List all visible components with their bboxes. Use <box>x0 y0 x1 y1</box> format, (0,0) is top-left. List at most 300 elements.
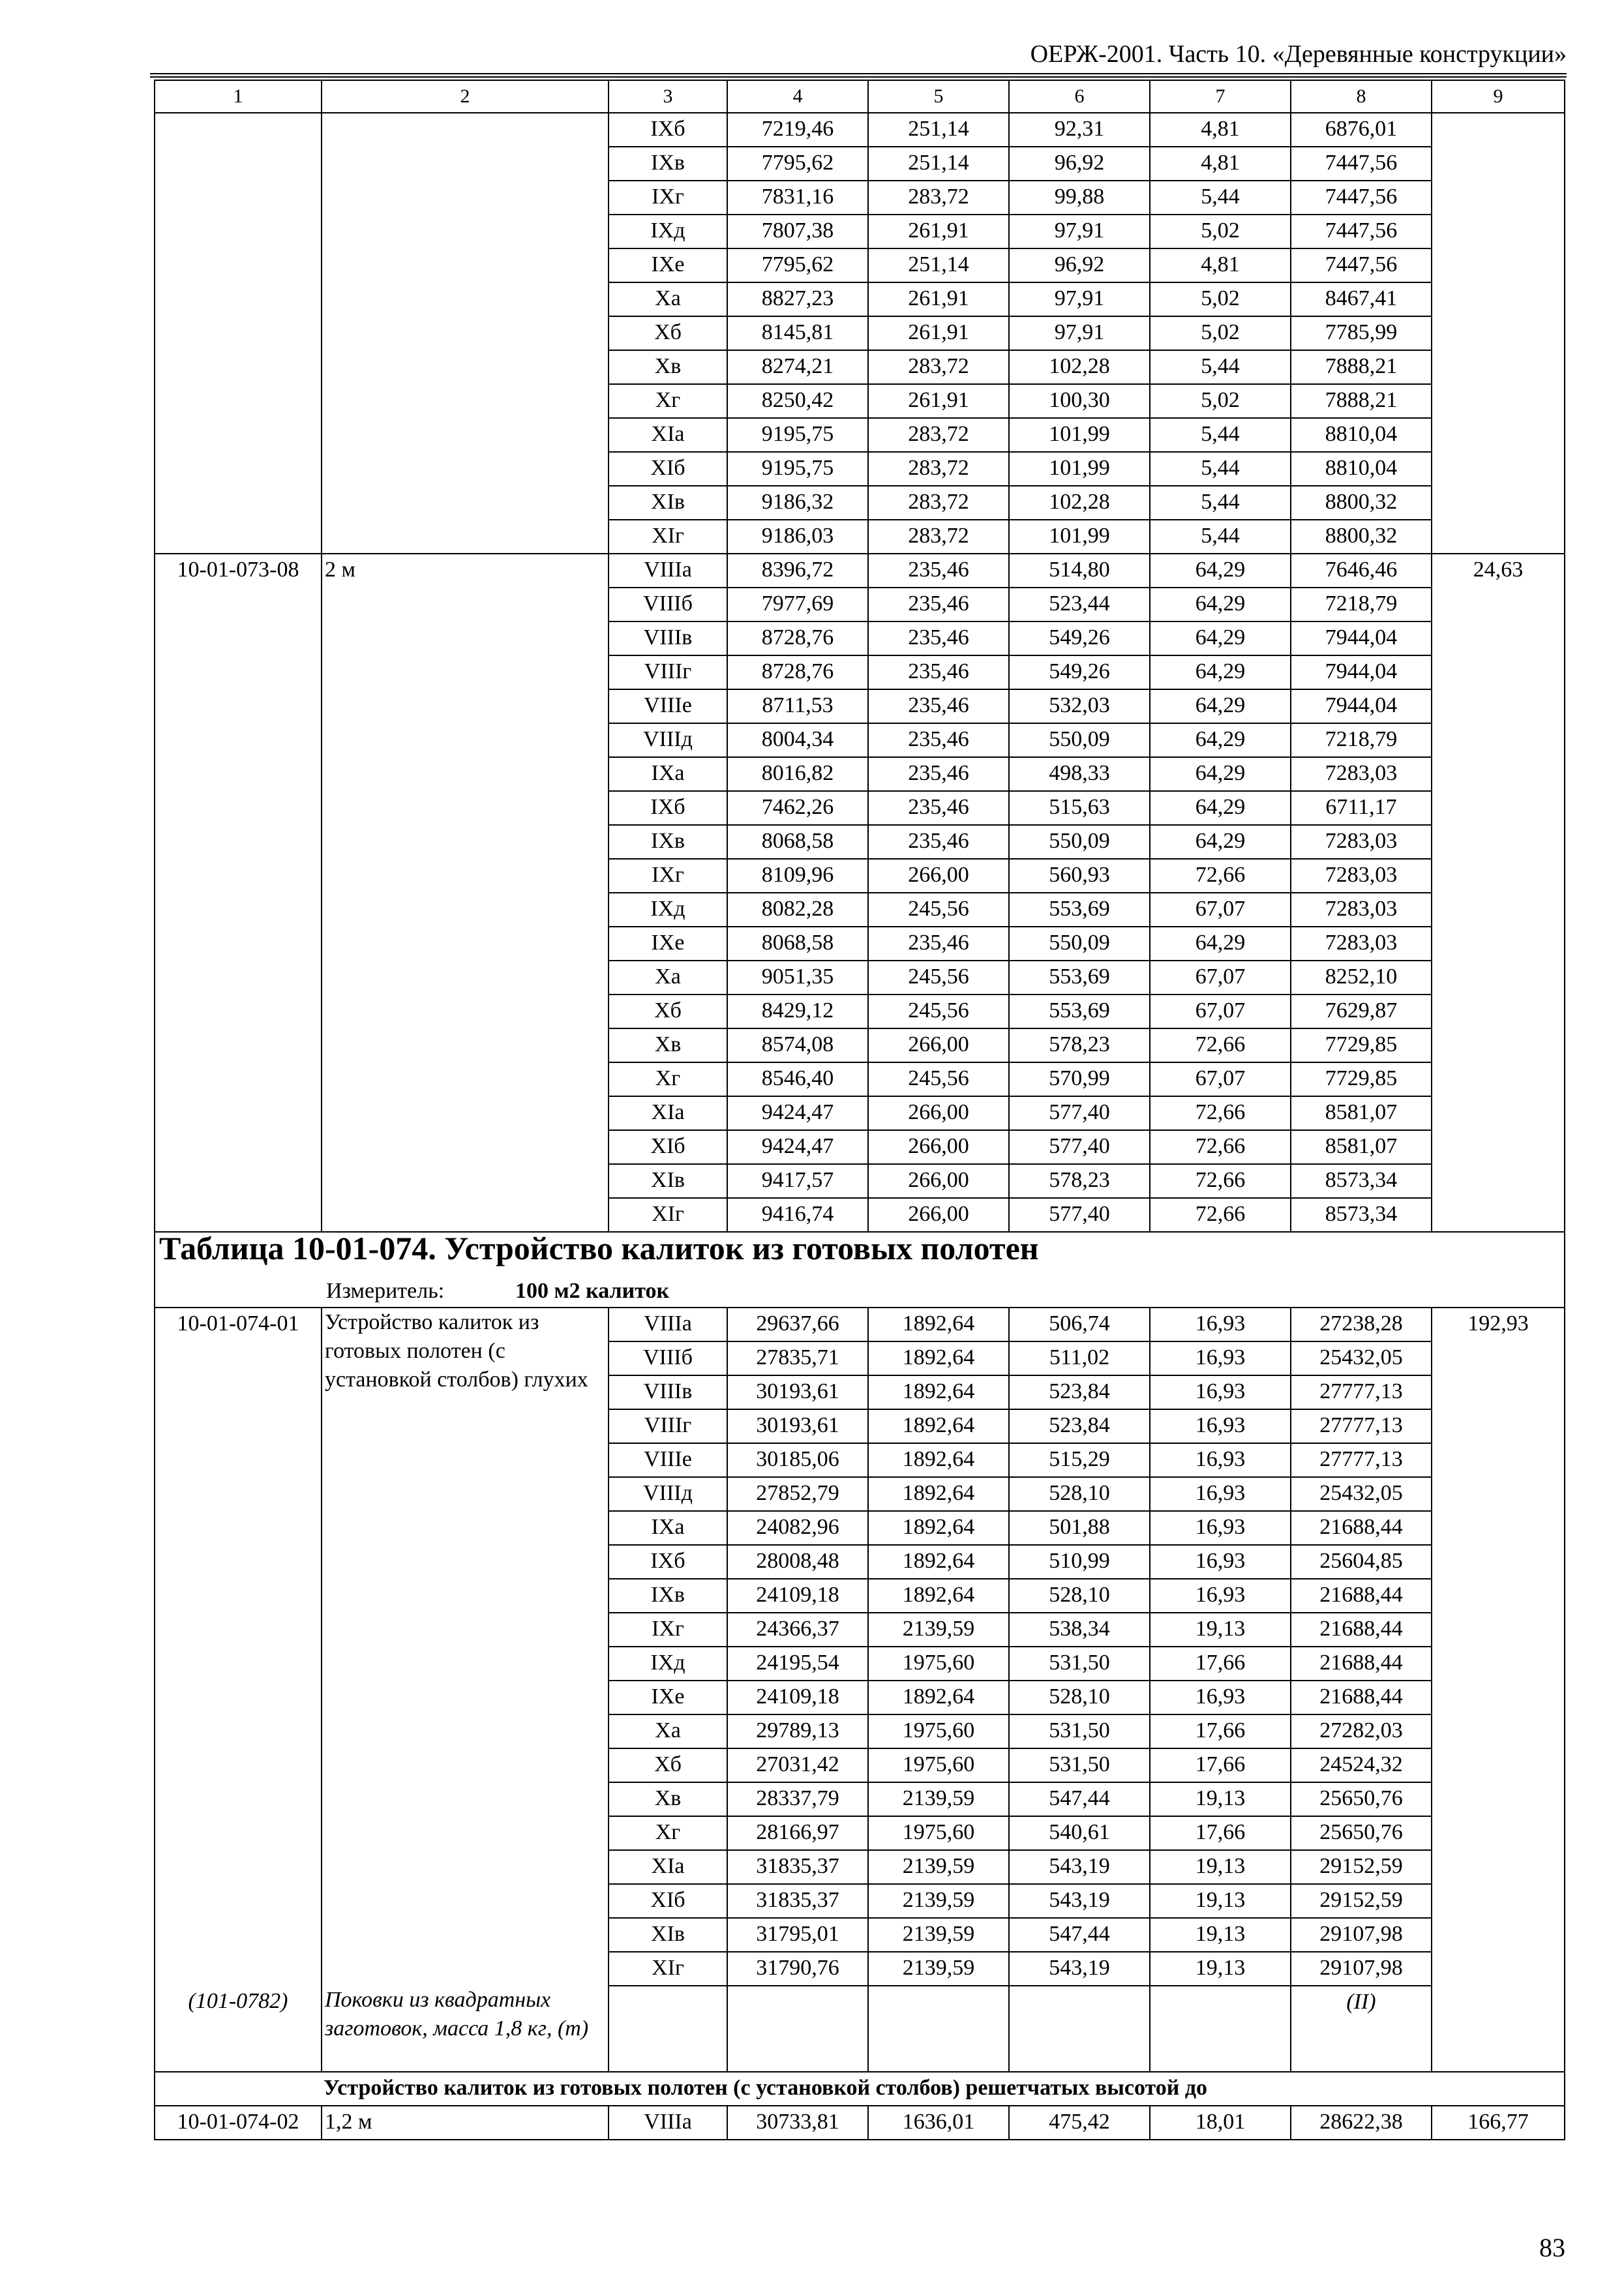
column-number: 4 <box>727 80 868 113</box>
table-title-row <box>155 1232 1565 1276</box>
total-cost: 27835,71 <box>727 1341 868 1375</box>
machinist-wages: 72,66 <box>1150 1028 1291 1062</box>
machinist-wages: 16,93 <box>1150 1477 1291 1511</box>
table-row <box>155 2106 1565 2140</box>
materials-cost: 29152,59 <box>1291 1850 1432 1884</box>
materials-cost: 7944,04 <box>1291 655 1432 689</box>
materials-cost: 7447,56 <box>1291 181 1432 215</box>
materials-cost: 7283,03 <box>1291 893 1432 927</box>
machine-cost: 501,88 <box>1009 1511 1150 1545</box>
region-zone: IXб <box>609 791 727 825</box>
total-cost: 8728,76 <box>727 655 868 689</box>
machine-cost: 538,34 <box>1009 1613 1150 1647</box>
total-cost: 28166,97 <box>727 1816 868 1850</box>
region-zone: IXв <box>609 147 727 181</box>
region-zone: Xб <box>609 1748 727 1782</box>
total-cost: 24366,37 <box>727 1613 868 1647</box>
machinist-wages: 4,81 <box>1150 147 1291 181</box>
wages: 266,00 <box>868 1198 1009 1232</box>
item-name: 2 м <box>322 554 609 1232</box>
wages: 1975,60 <box>868 1816 1009 1850</box>
machine-cost: 550,09 <box>1009 927 1150 961</box>
resource-note-row <box>155 1986 1565 2072</box>
machinist-wages: 64,29 <box>1150 927 1291 961</box>
machine-cost: 523,84 <box>1009 1409 1150 1443</box>
total-cost: 24195,54 <box>727 1647 868 1681</box>
unit-cell <box>155 1276 1565 1308</box>
machine-cost: 550,09 <box>1009 825 1150 859</box>
machine-cost: 553,69 <box>1009 893 1150 927</box>
machinist-wages: 72,66 <box>1150 1096 1291 1130</box>
materials-cost: 8252,10 <box>1291 961 1432 995</box>
materials-cost: 27282,03 <box>1291 1714 1432 1748</box>
machine-cost: 498,33 <box>1009 757 1150 791</box>
empty-cell <box>868 1986 1009 2072</box>
materials-cost: 7447,56 <box>1291 147 1432 181</box>
region-zone: Xг <box>609 1062 727 1096</box>
total-cost: 8068,58 <box>727 927 868 961</box>
wages: 1892,64 <box>868 1308 1009 1341</box>
wages: 266,00 <box>868 1096 1009 1130</box>
column-number: 6 <box>1009 80 1150 113</box>
region-zone: IXв <box>609 825 727 859</box>
machinist-wages: 4,81 <box>1150 248 1291 282</box>
item-code: 10-01-073-08 <box>155 554 322 1232</box>
table-row <box>155 113 1565 147</box>
materials-cost: 21688,44 <box>1291 1579 1432 1613</box>
machinist-wages: 19,13 <box>1150 1850 1291 1884</box>
materials-cost: 29107,98 <box>1291 1918 1432 1952</box>
total-cost: 8827,23 <box>727 282 868 316</box>
total-cost: 8082,28 <box>727 893 868 927</box>
header-rule-second <box>150 76 1567 78</box>
materials-cost: 8573,34 <box>1291 1198 1432 1232</box>
total-cost: 7795,62 <box>727 147 868 181</box>
machinist-wages: 72,66 <box>1150 1164 1291 1198</box>
machinist-wages: 5,44 <box>1150 181 1291 215</box>
wages: 245,56 <box>868 995 1009 1028</box>
total-cost: 8711,53 <box>727 689 868 723</box>
machine-cost: 475,42 <box>1009 2106 1150 2140</box>
wages: 235,46 <box>868 655 1009 689</box>
materials-cost: 21688,44 <box>1291 1647 1432 1681</box>
total-cost: 9424,47 <box>727 1096 868 1130</box>
machine-cost: 549,26 <box>1009 655 1150 689</box>
machine-cost: 553,69 <box>1009 995 1150 1028</box>
machine-cost: 543,19 <box>1009 1850 1150 1884</box>
machine-cost: 549,26 <box>1009 621 1150 655</box>
machine-cost: 506,74 <box>1009 1308 1150 1341</box>
total-cost: 8546,40 <box>727 1062 868 1096</box>
wages: 251,14 <box>868 113 1009 147</box>
machinist-wages: 5,02 <box>1150 384 1291 418</box>
wages: 235,46 <box>868 723 1009 757</box>
machine-cost: 96,92 <box>1009 147 1150 181</box>
materials-cost: 7218,79 <box>1291 588 1432 621</box>
materials-cost: 25432,05 <box>1291 1341 1432 1375</box>
wages: 1892,64 <box>868 1443 1009 1477</box>
materials-cost: 7629,87 <box>1291 995 1432 1028</box>
materials-cost: 6711,17 <box>1291 791 1432 825</box>
materials-cost: 6876,01 <box>1291 113 1432 147</box>
total-cost: 24082,96 <box>727 1511 868 1545</box>
item-name: 1,2 м <box>322 2106 609 2140</box>
materials-cost: 7888,21 <box>1291 384 1432 418</box>
materials-cost: 21688,44 <box>1291 1613 1432 1647</box>
wages: 1892,64 <box>868 1477 1009 1511</box>
empty-cell <box>727 1986 868 2072</box>
region-zone: XIа <box>609 1850 727 1884</box>
machinist-wages: 67,07 <box>1150 893 1291 927</box>
region-zone: XIб <box>609 1884 727 1918</box>
wages: 2139,59 <box>868 1918 1009 1952</box>
machinist-wages: 17,66 <box>1150 1816 1291 1850</box>
region-zone: VIIIе <box>609 689 727 723</box>
total-cost: 29789,13 <box>727 1714 868 1748</box>
region-zone: VIIIд <box>609 723 727 757</box>
wages: 261,91 <box>868 282 1009 316</box>
wages: 235,46 <box>868 588 1009 621</box>
wages: 235,46 <box>868 554 1009 588</box>
column-number: 3 <box>609 80 727 113</box>
materials-cost: 27777,13 <box>1291 1409 1432 1443</box>
section-subtitle: Устройство калиток из готовых полотен (с установкой столбов) решетчатых высотой до <box>155 2072 1565 2106</box>
machine-cost: 528,10 <box>1009 1477 1150 1511</box>
table-row <box>155 1308 1565 1341</box>
region-zone: IXд <box>609 215 727 248</box>
region-zone: XIб <box>609 1130 727 1164</box>
total-cost: 7977,69 <box>727 588 868 621</box>
total-cost: 30733,81 <box>727 2106 868 2140</box>
item-code: 10-01-074-02 <box>155 2106 322 2140</box>
machinist-wages: 5,44 <box>1150 486 1291 520</box>
wages: 2139,59 <box>868 1850 1009 1884</box>
column-number: 8 <box>1291 80 1432 113</box>
machinist-wages: 16,93 <box>1150 1443 1291 1477</box>
total-cost: 8728,76 <box>727 621 868 655</box>
machinist-wages: 18,01 <box>1150 2106 1291 2140</box>
machinist-wages: 5,02 <box>1150 282 1291 316</box>
total-cost: 27852,79 <box>727 1477 868 1511</box>
machine-cost: 532,03 <box>1009 689 1150 723</box>
region-zone: XIг <box>609 520 727 554</box>
machinist-wages: 64,29 <box>1150 621 1291 655</box>
total-cost: 9195,75 <box>727 452 868 486</box>
region-zone: IXб <box>609 1545 727 1579</box>
machinist-wages: 19,13 <box>1150 1782 1291 1816</box>
machine-cost: 531,50 <box>1009 1647 1150 1681</box>
materials-cost: 7729,85 <box>1291 1062 1432 1096</box>
machinist-wages: 19,13 <box>1150 1918 1291 1952</box>
wages: 2139,59 <box>868 1952 1009 1986</box>
materials-cost: 7283,03 <box>1291 825 1432 859</box>
region-zone: IXг <box>609 1613 727 1647</box>
machine-cost: 100,30 <box>1009 384 1150 418</box>
machine-cost: 543,19 <box>1009 1884 1150 1918</box>
machine-cost: 553,69 <box>1009 961 1150 995</box>
total-cost: 8004,34 <box>727 723 868 757</box>
region-zone: Xа <box>609 961 727 995</box>
wages: 2139,59 <box>868 1782 1009 1816</box>
item-name: Устройство калиток из готовых полотен (с установкой столбов) глухих <box>322 1308 609 1986</box>
column-number-row <box>155 80 1565 113</box>
wages: 283,72 <box>868 350 1009 384</box>
wages: 235,46 <box>868 757 1009 791</box>
machinist-wages: 19,13 <box>1150 1952 1291 1986</box>
total-cost: 28008,48 <box>727 1545 868 1579</box>
region-zone: VIIIв <box>609 1375 727 1409</box>
machinist-wages: 16,93 <box>1150 1579 1291 1613</box>
materials-cost: 24524,32 <box>1291 1748 1432 1782</box>
materials-cost: 7447,56 <box>1291 248 1432 282</box>
region-zone: XIг <box>609 1952 727 1986</box>
machine-cost: 543,19 <box>1009 1952 1150 1986</box>
machinist-wages: 64,29 <box>1150 757 1291 791</box>
machinist-wages: 16,93 <box>1150 1681 1291 1714</box>
total-cost: 9424,47 <box>727 1130 868 1164</box>
empty-cell <box>1150 1986 1291 2072</box>
machinist-wages: 5,02 <box>1150 316 1291 350</box>
region-zone: Xа <box>609 282 727 316</box>
wages: 1892,64 <box>868 1579 1009 1613</box>
materials-cost: 8800,32 <box>1291 486 1432 520</box>
resource-code: (101-0782) <box>155 1986 322 2072</box>
region-zone: IXб <box>609 113 727 147</box>
machine-cost: 97,91 <box>1009 215 1150 248</box>
machine-cost: 577,40 <box>1009 1096 1150 1130</box>
labor-costs: 192,93 <box>1432 1308 1565 2072</box>
wages: 1636,01 <box>868 2106 1009 2140</box>
unit-value: 100 м2 калиток <box>515 1279 670 1303</box>
table-title: Таблица 10-01-074. Устройство калиток из готовых полотен <box>155 1232 1565 1276</box>
wages: 266,00 <box>868 1130 1009 1164</box>
unit-row <box>155 1276 1565 1308</box>
region-zone: Xв <box>609 350 727 384</box>
materials-cost: 7283,03 <box>1291 757 1432 791</box>
machine-cost: 531,50 <box>1009 1714 1150 1748</box>
region-zone: XIв <box>609 1918 727 1952</box>
labor-costs <box>1432 113 1565 554</box>
total-cost: 24109,18 <box>727 1681 868 1714</box>
materials-cost: 8581,07 <box>1291 1130 1432 1164</box>
machine-cost: 547,44 <box>1009 1918 1150 1952</box>
total-cost: 8574,08 <box>727 1028 868 1062</box>
machine-cost: 523,44 <box>1009 588 1150 621</box>
machinist-wages: 67,07 <box>1150 961 1291 995</box>
region-zone: XIа <box>609 418 727 452</box>
total-cost: 9186,03 <box>727 520 868 554</box>
machine-cost: 514,80 <box>1009 554 1150 588</box>
total-cost: 31835,37 <box>727 1884 868 1918</box>
total-cost: 7462,26 <box>727 791 868 825</box>
machinist-wages: 5,44 <box>1150 452 1291 486</box>
materials-cost: 7283,03 <box>1291 927 1432 961</box>
machinist-wages: 5,44 <box>1150 418 1291 452</box>
wages: 251,14 <box>868 248 1009 282</box>
wages: 283,72 <box>868 486 1009 520</box>
region-zone: Xв <box>609 1028 727 1062</box>
region-zone: VIIIа <box>609 2106 727 2140</box>
machinist-wages: 16,93 <box>1150 1511 1291 1545</box>
materials-cost: 27777,13 <box>1291 1375 1432 1409</box>
total-cost: 31795,01 <box>727 1918 868 1952</box>
item-code <box>155 113 322 554</box>
total-cost: 8016,82 <box>727 757 868 791</box>
region-zone: VIIIб <box>609 588 727 621</box>
machine-cost: 531,50 <box>1009 1748 1150 1782</box>
labor-costs: 166,77 <box>1432 2106 1565 2140</box>
total-cost: 24109,18 <box>727 1579 868 1613</box>
wages: 266,00 <box>868 859 1009 893</box>
total-cost: 27031,42 <box>727 1748 868 1782</box>
region-zone: Xг <box>609 1816 727 1850</box>
machine-cost: 578,23 <box>1009 1164 1150 1198</box>
machine-cost: 101,99 <box>1009 418 1150 452</box>
table-row <box>155 554 1565 588</box>
machine-cost: 92,31 <box>1009 113 1150 147</box>
wages: 283,72 <box>868 418 1009 452</box>
wages: 1975,60 <box>868 1748 1009 1782</box>
total-cost: 8396,72 <box>727 554 868 588</box>
region-zone: XIв <box>609 1164 727 1198</box>
column-number: 5 <box>868 80 1009 113</box>
wages: 245,56 <box>868 1062 1009 1096</box>
column-number: 9 <box>1432 80 1565 113</box>
machine-cost: 96,92 <box>1009 248 1150 282</box>
total-cost: 7831,16 <box>727 181 868 215</box>
wages: 283,72 <box>868 520 1009 554</box>
empty-cell <box>609 1986 727 2072</box>
machine-cost: 101,99 <box>1009 520 1150 554</box>
wages: 1892,64 <box>868 1545 1009 1579</box>
machinist-wages: 16,93 <box>1150 1341 1291 1375</box>
materials-cost: 8810,04 <box>1291 452 1432 486</box>
wages: 235,46 <box>868 825 1009 859</box>
machine-cost: 577,40 <box>1009 1198 1150 1232</box>
machine-cost: 511,02 <box>1009 1341 1150 1375</box>
wages: 1892,64 <box>868 1511 1009 1545</box>
machine-cost: 102,28 <box>1009 350 1150 384</box>
total-cost: 31790,76 <box>727 1952 868 1986</box>
wages: 235,46 <box>868 689 1009 723</box>
materials-cost: 8810,04 <box>1291 418 1432 452</box>
wages: 283,72 <box>868 452 1009 486</box>
materials-cost: 7944,04 <box>1291 689 1432 723</box>
materials-cost: 29152,59 <box>1291 1884 1432 1918</box>
machine-cost: 577,40 <box>1009 1130 1150 1164</box>
wages: 2139,59 <box>868 1613 1009 1647</box>
machine-cost: 547,44 <box>1009 1782 1150 1816</box>
region-zone: IXв <box>609 1579 727 1613</box>
materials-cost: 7447,56 <box>1291 215 1432 248</box>
resource-measure: (II) <box>1291 1986 1432 2072</box>
running-header: ОЕРЖ-2001. Часть 10. «Деревянные конструкции» <box>1030 40 1567 68</box>
materials-cost: 28622,38 <box>1291 2106 1432 2140</box>
materials-cost: 21688,44 <box>1291 1681 1432 1714</box>
total-cost: 9417,57 <box>727 1164 868 1198</box>
machine-cost: 97,91 <box>1009 282 1150 316</box>
item-name <box>322 113 609 554</box>
total-cost: 8068,58 <box>727 825 868 859</box>
machine-cost: 570,99 <box>1009 1062 1150 1096</box>
wages: 266,00 <box>868 1164 1009 1198</box>
wages: 245,56 <box>868 961 1009 995</box>
column-number: 1 <box>155 80 322 113</box>
wages: 235,46 <box>868 791 1009 825</box>
unit-label: Измеритель: <box>326 1279 445 1303</box>
machinist-wages: 64,29 <box>1150 791 1291 825</box>
machinist-wages: 17,66 <box>1150 1714 1291 1748</box>
machinist-wages: 67,07 <box>1150 1062 1291 1096</box>
wages: 1892,64 <box>868 1375 1009 1409</box>
machinist-wages: 64,29 <box>1150 825 1291 859</box>
subtitle-row <box>155 2072 1565 2106</box>
region-zone: VIIIа <box>609 1308 727 1341</box>
machinist-wages: 64,29 <box>1150 655 1291 689</box>
wages: 283,72 <box>868 181 1009 215</box>
machinist-wages: 5,02 <box>1150 215 1291 248</box>
wages: 235,46 <box>868 621 1009 655</box>
machinist-wages: 64,29 <box>1150 554 1291 588</box>
machine-cost: 550,09 <box>1009 723 1150 757</box>
column-number: 7 <box>1150 80 1291 113</box>
machinist-wages: 4,81 <box>1150 113 1291 147</box>
region-zone: VIIIд <box>609 1477 727 1511</box>
region-zone: IXа <box>609 757 727 791</box>
machinist-wages: 16,93 <box>1150 1545 1291 1579</box>
region-zone: VIIIг <box>609 1409 727 1443</box>
machinist-wages: 17,66 <box>1150 1748 1291 1782</box>
column-number: 2 <box>322 80 609 113</box>
region-zone: IXе <box>609 248 727 282</box>
region-zone: XIв <box>609 486 727 520</box>
region-zone: IXе <box>609 1681 727 1714</box>
region-zone: IXд <box>609 893 727 927</box>
materials-cost: 7646,46 <box>1291 554 1432 588</box>
total-cost: 7795,62 <box>727 248 868 282</box>
total-cost: 8274,21 <box>727 350 868 384</box>
machine-cost: 578,23 <box>1009 1028 1150 1062</box>
materials-cost: 7283,03 <box>1291 859 1432 893</box>
header-rule <box>150 73 1567 74</box>
resource-name: Поковки из квадратных заготовок, масса 1,8 кг, (т) <box>322 1986 609 2072</box>
wages: 266,00 <box>868 1028 1009 1062</box>
wages: 261,91 <box>868 316 1009 350</box>
materials-cost: 8467,41 <box>1291 282 1432 316</box>
total-cost: 9051,35 <box>727 961 868 995</box>
wages: 235,46 <box>868 927 1009 961</box>
total-cost: 29637,66 <box>727 1308 868 1341</box>
total-cost: 9416,74 <box>727 1198 868 1232</box>
materials-cost: 25604,85 <box>1291 1545 1432 1579</box>
region-zone: XIб <box>609 452 727 486</box>
region-zone: IXг <box>609 859 727 893</box>
machinist-wages: 72,66 <box>1150 1198 1291 1232</box>
total-cost: 7219,46 <box>727 113 868 147</box>
machine-cost: 515,29 <box>1009 1443 1150 1477</box>
materials-cost: 25432,05 <box>1291 1477 1432 1511</box>
machine-cost: 101,99 <box>1009 452 1150 486</box>
machine-cost: 102,28 <box>1009 486 1150 520</box>
wages: 1975,60 <box>868 1647 1009 1681</box>
materials-cost: 7218,79 <box>1291 723 1432 757</box>
materials-cost: 7888,21 <box>1291 350 1432 384</box>
total-cost: 9186,32 <box>727 486 868 520</box>
region-zone: VIIIв <box>609 621 727 655</box>
total-cost: 7807,38 <box>727 215 868 248</box>
total-cost: 31835,37 <box>727 1850 868 1884</box>
machine-cost: 528,10 <box>1009 1681 1150 1714</box>
